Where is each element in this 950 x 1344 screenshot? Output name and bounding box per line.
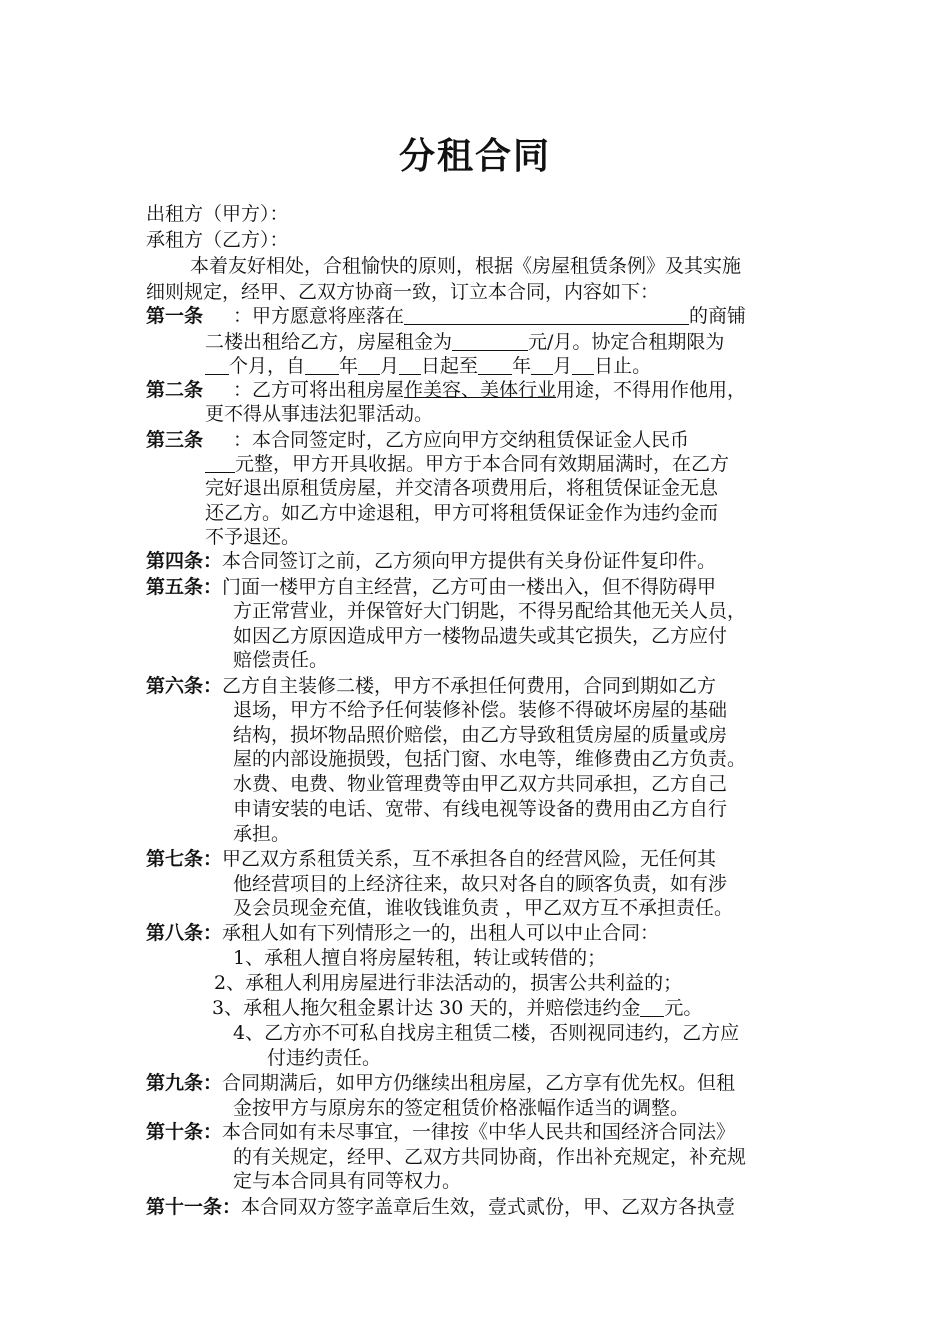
article-4-line-1 <box>146 548 716 574</box>
usage-underlined: 作美容、美体行业 <box>404 379 557 401</box>
article-9-line-1 <box>146 1070 735 1096</box>
article-7-text: 甲乙双方系租赁关系，互不承担各自的经营风险，无任何其 <box>222 848 717 870</box>
article-8-item-3 <box>212 995 702 1021</box>
article-5-line-1 <box>146 574 716 600</box>
article-1-label: 第一条 <box>146 305 204 327</box>
article-5-line-2: 方正常营业，并保管好大门钥匙，不得另配给其他无关人员， <box>233 600 747 622</box>
article-9-line-2: 金按甲方与原房东的签定租赁价格涨幅作适当的调整。 <box>233 1097 690 1119</box>
article-2-line-2: 更不得从事违法犯罪活动。 <box>205 403 434 425</box>
article-5-line-4: 赔偿责任。 <box>233 649 329 671</box>
article-8-item-3-text: 3、承租人拖欠租金累计达 30 天的，并赔偿违约金 <box>212 997 641 1019</box>
article-6-line-4: 屋的内部设施损毁，包括门窗、水电等，维修费由乙方负责。 <box>233 748 747 770</box>
article-6-line-7: 承担。 <box>233 823 291 845</box>
article-11-label: 第十一条： <box>146 1196 242 1218</box>
article-3-line-2 <box>205 451 729 477</box>
article-2-line-1 <box>146 377 746 403</box>
article-11-line-1 <box>146 1194 735 1220</box>
start-month-blank <box>358 355 380 375</box>
article-8-label: 第八条： <box>146 922 223 944</box>
months-text: 个月，自 <box>229 355 306 377</box>
article-1-rent-text: 二楼出租给乙方，房屋租金为 <box>205 331 453 353</box>
year-text: 年 <box>339 355 359 377</box>
day-to-text: 日起至 <box>421 355 479 377</box>
article-2-label: 第二条 <box>146 379 204 401</box>
preamble-line-1: 本着友好相处，合租愉快的原则，根据《房屋租赁条例》及其实施 <box>190 255 742 277</box>
article-10-line-1 <box>146 1119 735 1145</box>
article-8-item-4-cont: 付违约责任。 <box>267 1047 382 1069</box>
article-5-line-3: 如因乙方原因造成甲方一楼物品遗失或其它损失，乙方应付 <box>233 625 728 647</box>
rent-blank <box>452 331 528 351</box>
end-text: 日止。 <box>594 355 652 377</box>
article-6-text: 乙方自主装修二楼，甲方不承担任何费用，合同到期如乙方 <box>222 675 717 697</box>
article-4-text: 本合同签订之前，乙方须向甲方提供有关身份证件复印件。 <box>222 550 717 572</box>
article-6-label: 第六条： <box>146 675 223 697</box>
preamble-line-2: 细则规定，经甲、乙双方协商一致，订立本合同，内容如下： <box>146 281 660 303</box>
year-text-2: 年 <box>512 355 532 377</box>
penalty-blank <box>640 997 664 1017</box>
end-month-blank <box>531 355 553 375</box>
article-7-line-3: 及会员现金充值，谁收钱谁负责 ，甲乙双方互不承担责任。 <box>233 897 734 919</box>
article-7-line-1 <box>146 846 716 872</box>
article-7-line-2: 他经营项目的上经济往来，故只对各自的顾客负责，如有涉 <box>233 873 728 895</box>
article-6-line-6: 申请安装的电话、宽带、有线电视等设备的费用由乙方自行 <box>233 798 728 820</box>
article-8-item-4: 4、乙方亦不可私自找房主租赁二楼，否则视同违约，乙方应 <box>233 1022 740 1044</box>
article-5-text: 门面一楼甲方自主经营，乙方可由一楼出入，但不得防碍甲 <box>222 576 717 598</box>
month-text-2: 月 <box>553 355 573 377</box>
article-2-text-b: 用途，不得用作他用， <box>556 379 747 401</box>
start-year-blank <box>305 355 339 375</box>
address-blank <box>404 305 689 325</box>
lessor-line: 出租方（甲方）： <box>146 203 289 225</box>
article-10-label: 第十条： <box>146 1121 223 1143</box>
article-1-line-3 <box>205 353 651 379</box>
article-4-label: 第四条： <box>146 550 223 572</box>
month-text: 月 <box>380 355 400 377</box>
article-8-item-2: 2、承租人利用房屋进行非法活动的，损害公共利益的； <box>214 972 683 994</box>
article-10-text: 本合同如有未尽事宜，一律按《中华人民共和国经济合同法》 <box>222 1121 736 1143</box>
article-6-line-1 <box>146 673 716 699</box>
article-10-line-3: 定与本合同具有同等权力。 <box>233 1170 462 1192</box>
end-year-blank <box>478 355 512 375</box>
deposit-blank <box>205 453 235 473</box>
article-1-text: ：甲方愿意将座落在 <box>233 305 405 327</box>
article-8-text: 承租人如有下列情形之一的，出租人可以中止合同： <box>222 922 660 944</box>
article-6-line-2: 退场，甲方不给予任何装修补偿。装修不得破坏房屋的基础 <box>233 699 728 721</box>
article-3-label: 第三条 <box>146 429 204 451</box>
article-9-text: 合同期满后，如甲方仍继续出租房屋，乙方享有优先权。但租 <box>222 1072 736 1094</box>
end-day-blank <box>572 355 594 375</box>
article-3-text-2: 元整，甲方开具收据。甲方于本合同有效期届满时，在乙方 <box>235 453 730 475</box>
article-6-line-5: 水费、电费、物业管理费等由甲乙双方共同承担，乙方自己 <box>233 773 728 795</box>
article-3-text: ：本合同签定时，乙方应向甲方交纳租赁保证金人民币 <box>233 429 690 451</box>
article-9-label: 第九条： <box>146 1072 223 1094</box>
article-3-line-1 <box>146 427 689 453</box>
article-1-term-text: 元/月。协定合租期限为 <box>528 331 725 353</box>
article-1-line-2 <box>205 329 724 355</box>
article-8-line-1 <box>146 920 659 946</box>
article-11-text: 本合同双方签字盖章后生效，壹式贰份，甲、乙双方各执壹 <box>241 1196 736 1218</box>
article-5-label: 第五条： <box>146 576 223 598</box>
document-title: 分租合同 <box>398 135 551 177</box>
article-1-text-b: 的商铺 <box>689 305 747 327</box>
article-8-item-1: 1、承租人擅自将房屋转租，转让或转借的； <box>233 947 607 969</box>
article-2-text: ：乙方可将出租房屋 <box>233 379 405 401</box>
months-blank <box>205 355 229 375</box>
article-3-line-4: 还乙方。如乙方中途退租，甲方可将租赁保证金作为违约金而 <box>205 502 719 524</box>
article-3-line-5: 不予退还。 <box>205 526 301 548</box>
article-1-line-1 <box>146 303 746 329</box>
article-7-label: 第七条： <box>146 848 223 870</box>
article-3-line-3: 完好退出原租赁房屋，并交清各项费用后，将租赁保证金无息 <box>205 477 719 499</box>
start-day-blank <box>399 355 421 375</box>
article-6-line-3: 结构，损坏物品照价赔偿，由乙方导致租赁房屋的质量或房 <box>233 724 728 746</box>
article-10-line-2: 的有关规定，经甲、乙双方共同协商，作出补充规定，补充规 <box>233 1146 747 1168</box>
article-8-item-3-unit: 元。 <box>664 997 703 1019</box>
lessee-line: 承租方（乙方）： <box>146 229 289 251</box>
